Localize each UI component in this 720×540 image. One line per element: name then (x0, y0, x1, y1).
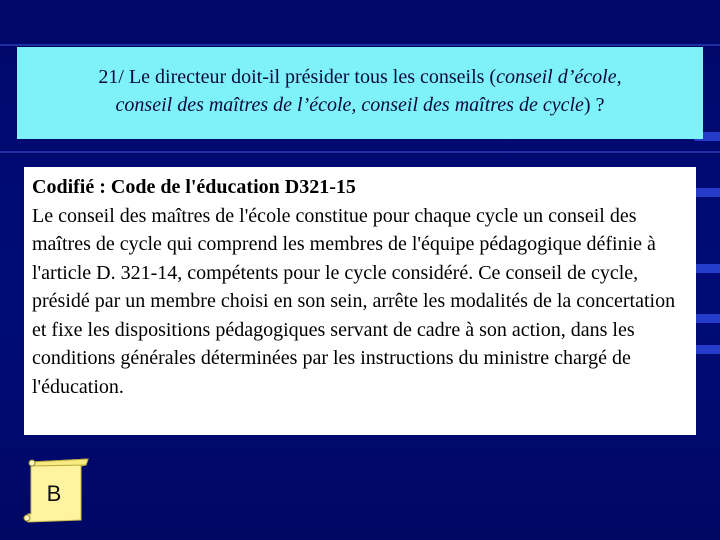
answer-box (24, 167, 696, 435)
question-italic-part1: conseil d’école, (496, 66, 622, 88)
decorative-line (0, 151, 720, 153)
decorative-line (0, 44, 720, 46)
question-italic-part2: conseil des maîtres de l’école, conseil des maîtres de cycle (115, 94, 584, 116)
decorative-bar (694, 345, 720, 354)
answer-body: Le conseil des maîtres de l'école constitue pour chaque cycle un conseil des maîtres de cycle qui comprend les membres de l'équipe pédagogique définie à l'article D. 321-14, compétents pour le cycle considéré. Ce conseil de cycle, présidé par un membre choisi en son sein, arrête les modalités de la concertation et fixe les dispositions pédagogiques servant de cadre à son action, dans les conditions générales déterminées par les instructions du ministre chargé de l'éducation. (32, 204, 676, 398)
scroll-button-letter[interactable]: B (46, 481, 62, 506)
question-suffix: ) ? (583, 94, 605, 116)
answer-heading: Codifié : Code de l'éducation D321-15 (32, 176, 356, 198)
decorative-bar (694, 314, 720, 323)
question-box (17, 47, 703, 139)
question-prefix: 21/ Le directeur doit-il présider tous les conseils ( (98, 66, 497, 88)
decorative-bar (694, 188, 720, 197)
decorative-bar (694, 264, 720, 273)
